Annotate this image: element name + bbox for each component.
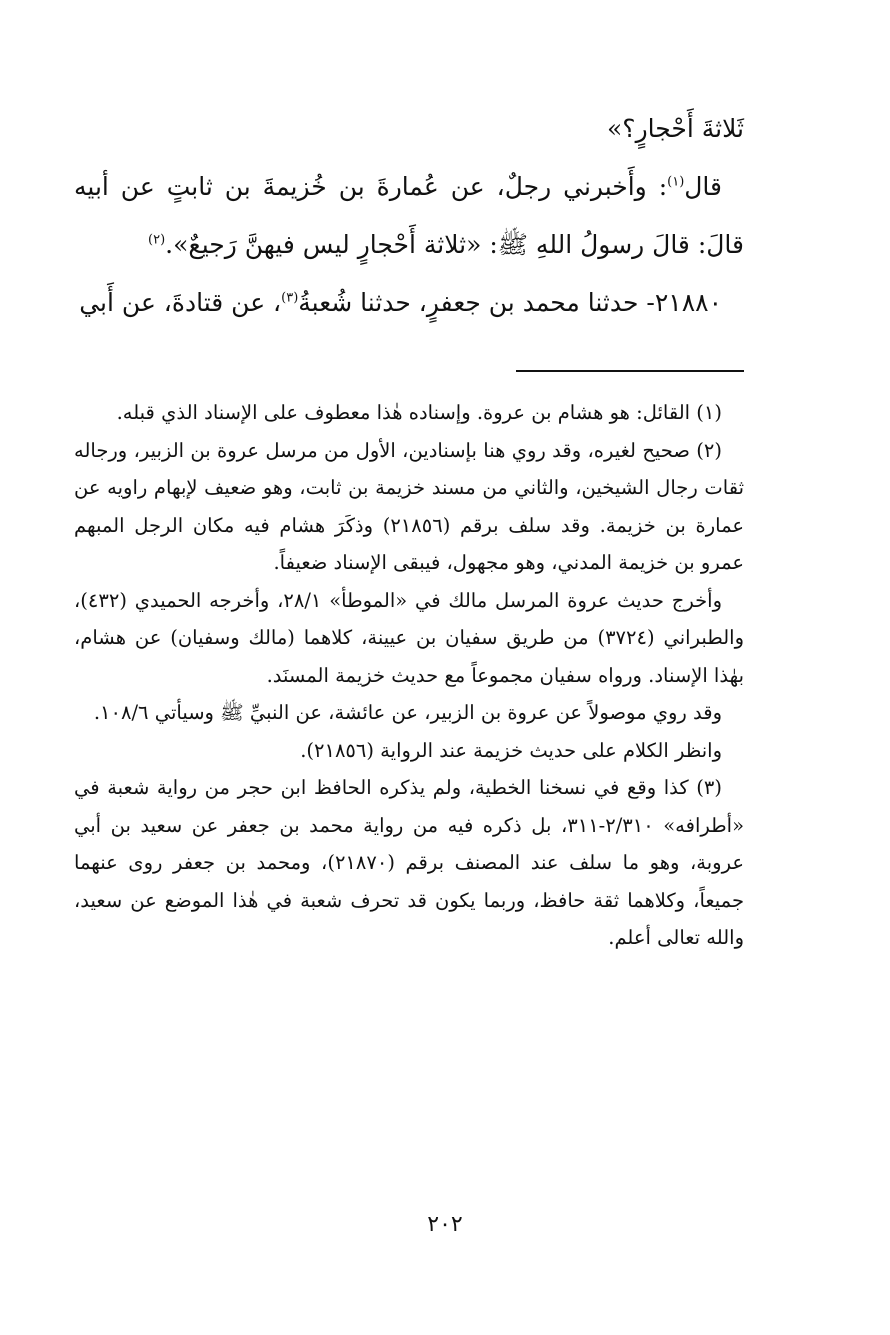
footnote-2: (٢) صحيح لغيره، وقد روي هنا بإسنادين، الأول من مرسل عروة بن الزبير، ورجاله ثقات رجال الشيخين، والثاني من مسند خزيمة بن ثابت، وهو ضعيف لإبهام راويه عن عمارة بن خزيمة. وقد سلف برقم (٢١٨٥٦) وذكَرَ هشام فيه مكان الرجل المبهم عمرو بن خزيمة المدني، وهو مجهول، فيبقى الإسناد ضعيفاً. xyxy=(74,438,744,574)
footnote-2-continued: وأخرج حديث عروة المرسل مالك في «الموطأ» ٢٨/١، وأخرجه الحميدي (٤٣٢)، والطبراني (٣٧٢٤) من طريق سفيان بن عيينة، كلاهما (مالك وسفيان) عن هشام، بهٰذا الإسناد. ورواه سفيان مجموعاً مع حديث خزيمة المسنَد. xyxy=(74,588,744,687)
footnote-marker-3[interactable]: (٣) xyxy=(281,290,299,306)
book-page xyxy=(74,100,744,957)
footnote-1: (١) القائل: هو هشام بن عروة. وإسناده هٰذا معطوف على الإسناد الذي قبله. xyxy=(116,401,722,424)
footnote-2-continued: وانظر الكلام على حديث خزيمة عند الرواية (٢١٨٥٦). xyxy=(300,738,722,762)
hadith-number-paragraph: ٢١٨٨٠- حدثنا محمد بن جعفرٍ، حدثنا شُعبةُ$^{(٣)}$، عن قتادةَ، عن أَبي xyxy=(79,288,722,317)
main-text xyxy=(74,100,744,332)
hadith-paragraph: قال$^{(١)}$: وأَخبرني رجلٌ، عن عُمارةَ بن خُزيمةَ بن ثابتٍ عن أبيه قالَ: قالَ رسولُ اللهِ ﷺ: «ثلاثة أَحْجارٍ ليس فيهنَّ رَجيعٌ».$^{(٢)}$ xyxy=(74,172,744,259)
footnote-marker-1[interactable]: (١) xyxy=(667,174,685,190)
page-number: ٢٠٢ xyxy=(427,1212,463,1237)
footnote-marker-2[interactable]: (٢) xyxy=(148,232,166,248)
footnotes xyxy=(74,394,744,957)
footnote-2-continued: وقد روي موصولاً عن عروة بن الزبير، عن عائشة، عن النبيِّ ﷺ وسيأتي ١٠٨/٦. xyxy=(93,701,722,724)
hadith-ending-line: ثَلاثةَ أَحْجارٍ؟» xyxy=(607,114,744,143)
footnote-3: (٣) كذا وقع في نسخنا الخطية، ولم يذكره الحافظ ابن حجر من رواية شعبة في «أطرافه» ٢/٣١٠-٣١١، بل ذكره فيه من رواية محمد بن جعفر عن سعيد بن أبي عروبة، وهو ما سلف عند المصنف برقم (٢١٨٧٠)، ومحمد بن جعفر روى عنهما جميعاً، وكلاهما ثقة حافظ، وربما يكون قد تحرف شعبة في هٰذا الموضع عن سعيد، والله تعالى أعلم. xyxy=(74,776,744,949)
footnote-separator xyxy=(516,370,744,372)
